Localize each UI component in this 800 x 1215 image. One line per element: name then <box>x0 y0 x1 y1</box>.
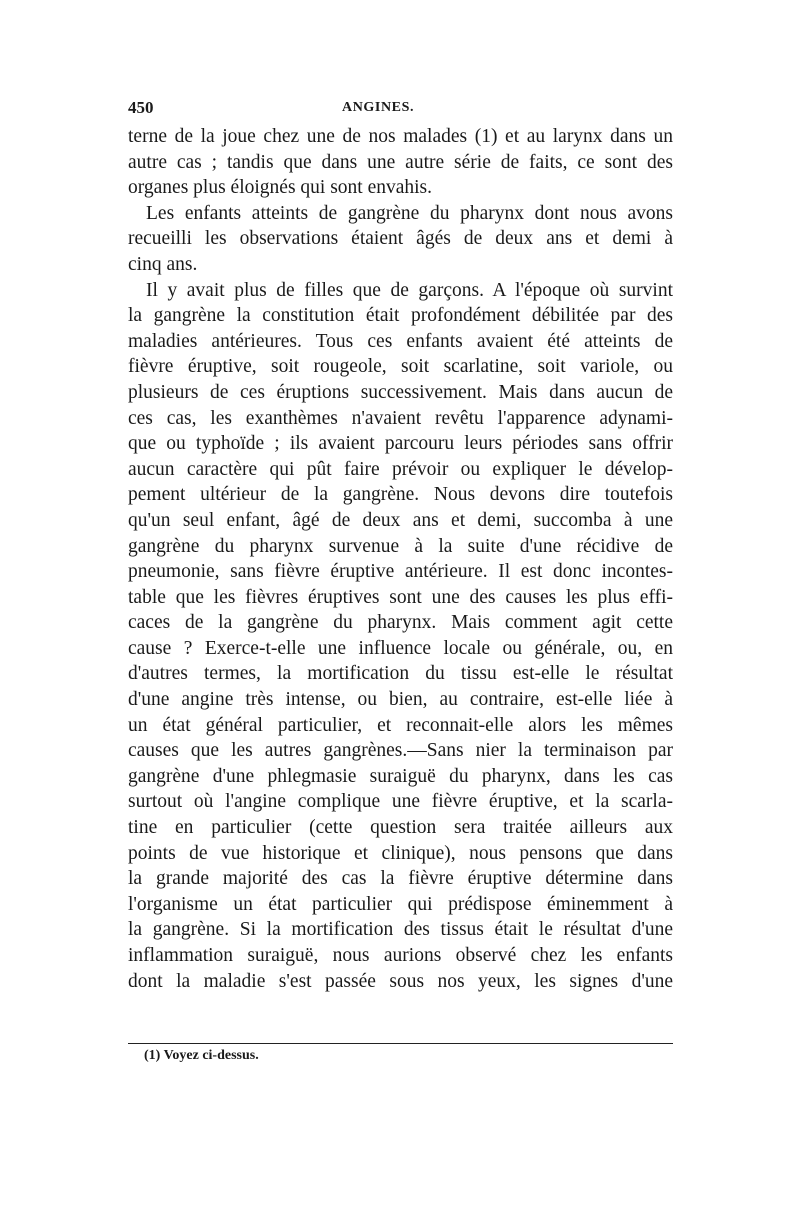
text-line: qu'un seul enfant, âgé de deux ans et demi, succomba à une <box>128 509 673 531</box>
running-title: ANGINES. <box>342 100 415 115</box>
text-line: d'autres termes, la mortification du tissu est-elle le résultat <box>128 663 673 685</box>
page-header <box>128 98 673 122</box>
text-line: la gangrène. Si la mortification des tissus était le résultat d'une <box>128 919 673 941</box>
text-line: l'organisme un état particulier qui prédispose éminemment à <box>128 893 673 915</box>
text-line: gangrène du pharynx survenue à la suite d'une récidive de <box>128 535 673 557</box>
text-line: maladies antérieures. Tous ces enfants avaient été atteints de <box>128 330 673 352</box>
text-line: aucun caractère qui pût faire prévoir ou expliquer le dévelop- <box>128 458 673 480</box>
text-line: recueilli les observations étaient âgés de deux ans et demi à <box>128 228 673 250</box>
text-line: cinq ans. <box>128 253 198 275</box>
text-line: plusieurs de ces éruptions successivement. Mais dans aucun de <box>128 381 673 403</box>
text-line: autre cas ; tandis que dans une autre série de faits, ce sont des <box>128 151 673 173</box>
text-line: un état général particulier, et reconnait-elle alors les mêmes <box>128 714 673 736</box>
page-number: 450 <box>128 98 154 117</box>
text-line: pneumonie, sans fièvre éruptive antérieure. Il est donc incontes- <box>128 561 673 583</box>
body-text <box>128 124 673 994</box>
text-line: la gangrène la constitution était profondément débilitée par des <box>128 305 673 327</box>
text-line: la grande majorité des cas la fièvre éruptive détermine dans <box>128 868 673 890</box>
text-line: caces de la gangrène du pharynx. Mais comment agit cette <box>128 612 673 634</box>
text-line: points de vue historique et clinique), nous pensons que dans <box>128 842 673 864</box>
footnote: (1) Voyez ci-dessus. <box>144 1048 259 1063</box>
text-line: terne de la joue chez une de nos malades (1) et au larynx dans un <box>128 126 673 147</box>
text-line: table que les fièvres éruptives sont une des causes les plus effi- <box>128 586 673 608</box>
text-line: organes plus éloignés qui sont envahis. <box>128 177 433 199</box>
text-line: dont la maladie s'est passée sous nos yeux, les signes d'une <box>128 970 673 992</box>
text-line: Il y avait plus de filles que de garçons. A l'époque où survint <box>146 279 673 301</box>
text-line: Les enfants atteints de gangrène du pharynx dont nous avons <box>146 202 673 224</box>
text-line: surtout où l'angine complique une fièvre éruptive, et la scarla- <box>128 791 673 813</box>
text-line: causes que les autres gangrènes.—Sans nier la terminaison par <box>128 740 673 762</box>
text-line: que ou typhoïde ; ils avaient parcouru leurs périodes sans offrir <box>128 433 673 455</box>
footnote-rule <box>128 1043 673 1044</box>
text-line: gangrène d'une phlegmasie suraiguë du pharynx, dans les cas <box>128 765 673 787</box>
text-line: inflammation suraiguë, nous aurions observé chez les enfants <box>128 945 673 966</box>
text-line: pement ultérieur de la gangrène. Nous devons dire toutefois <box>128 484 673 506</box>
text-line: d'une angine très intense, ou bien, au contraire, est-elle liée à <box>128 689 673 711</box>
text-line: tine en particulier (cette question sera traitée ailleurs aux <box>128 817 673 839</box>
text-line: cause ? Exerce-t-elle une influence locale ou générale, ou, en <box>128 637 673 659</box>
text-line: ces cas, les exanthèmes n'avaient revêtu l'apparence adynami- <box>128 407 673 429</box>
text-line: fièvre éruptive, soit rougeole, soit scarlatine, soit variole, ou <box>128 356 673 378</box>
